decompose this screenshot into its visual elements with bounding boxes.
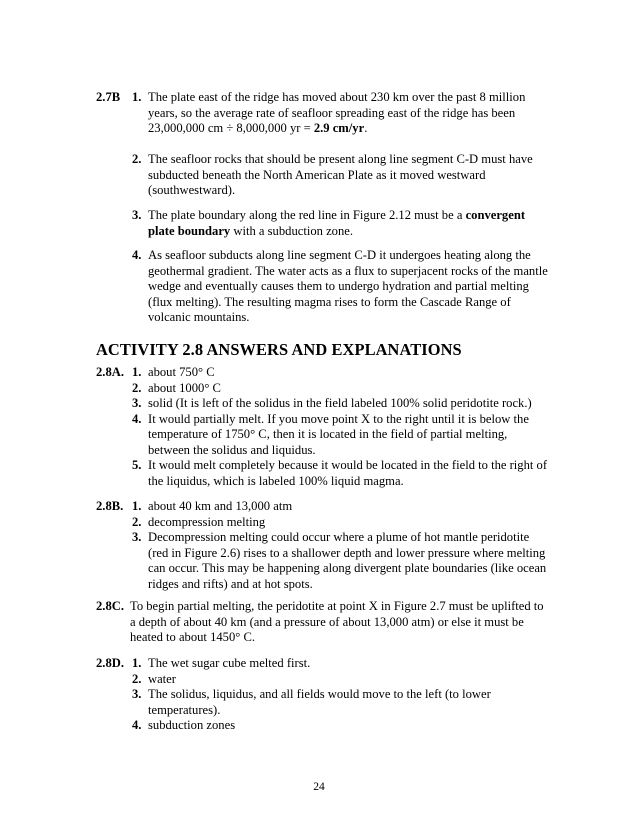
answer-item <box>0 672 638 688</box>
answer-item <box>0 208 638 239</box>
section-2-7b <box>0 90 638 137</box>
item-text: The seafloor rocks that should be present along line segment C-D must have subducted beneath the North American Plate as it moved westward (southwestward). <box>148 152 533 197</box>
section-2-8d <box>0 656 638 734</box>
answer-item <box>0 365 638 381</box>
item-number: 1. <box>132 499 142 513</box>
answer-item <box>0 530 638 592</box>
answer-item <box>0 396 638 412</box>
item-number: 2. <box>132 514 142 529</box>
item-number: 4. <box>132 718 142 732</box>
item-text: water <box>148 671 176 686</box>
item-number: 1. <box>132 365 142 379</box>
item-number: 4. <box>132 248 142 262</box>
item-text: about 40 km and 13,000 atm <box>148 499 293 513</box>
emphasized-answer: convergent plate boundary <box>148 208 526 238</box>
section-2-8b <box>0 499 638 592</box>
item-text: To begin partial melting, the peridotite at point X in Figure 2.7 must be uplifted to a depth of about 40 km (and a pressure of about 13,000 atm) or else it must be heated to about 1450° C. <box>130 599 544 644</box>
answer-item <box>0 687 638 718</box>
activity-heading: ACTIVITY 2.8 ANSWERS AND EXPLANATIONS <box>96 340 462 359</box>
item-number: 2. <box>132 380 142 395</box>
section-2-7b-item-3 <box>0 208 638 239</box>
item-text: The wet sugar cube melted first. <box>148 656 311 670</box>
answer-item <box>0 515 638 531</box>
item-text: solid (It is left of the solidus in the field labeled 100% solid peridotite rock.) <box>148 396 532 410</box>
item-number: 5. <box>132 458 142 472</box>
answer-item <box>0 499 638 515</box>
section-label: 2.8A. <box>96 365 124 379</box>
answer-item <box>0 152 638 199</box>
item-number: 3. <box>132 208 142 222</box>
section-2-8a <box>0 365 638 489</box>
item-number: 3. <box>132 687 142 701</box>
section-2-7b-item-2 <box>0 152 638 199</box>
item-text: decompression melting <box>148 514 266 529</box>
answer-item <box>0 381 638 397</box>
answer-item <box>0 599 638 646</box>
section-2-8c <box>0 599 638 646</box>
item-text: The plate boundary along the red line in Figure 2.12 must be a convergent plate boundary with a subduction zone. <box>148 208 526 238</box>
item-text: The plate east of the ridge has moved about 230 km over the past 8 million years, so the average rate of seafloor spreading east of the ridge has been 23,000,000 cm ÷ 8,000,000 yr = 2.9 cm/yr. <box>148 90 526 135</box>
item-text: about 1000° C <box>148 380 221 395</box>
section-2-7b-item-4 <box>0 248 638 326</box>
item-text: Decompression melting could occur where a plume of hot mantle peridotite (red in Figure 2.6) rises to a shallower depth and lower pressure where melting can occur. This may be happening along divergent plate boundaries (like ocean ridges and rifts) and at hot spots. <box>148 530 547 591</box>
answer-item <box>0 718 638 734</box>
item-number: 2. <box>132 671 142 686</box>
item-number: 4. <box>132 411 142 426</box>
section-label: 2.7B <box>96 90 121 104</box>
item-number: 3. <box>132 530 142 544</box>
item-number: 2. <box>132 152 142 166</box>
answer-item <box>0 458 638 489</box>
item-text: It would partially melt. If you move point X to the right until it is below the temperature of 1750° C, then it is located in the field of partial melting, between the solidus and liquidus. <box>148 411 529 457</box>
answer-item <box>0 248 638 326</box>
item-text: It would melt completely because it would be located in the field to the right of the liquidus, which is labeled 100% liquid magma. <box>148 458 548 488</box>
item-text: subduction zones <box>148 718 236 732</box>
page-number: 24 <box>313 781 325 793</box>
item-text: about 750° C <box>148 365 215 379</box>
section-label: 2.8B. <box>96 499 124 513</box>
section-label: 2.8D. <box>96 656 124 670</box>
answer-item <box>0 412 638 459</box>
section-label: 2.8C. <box>96 599 124 613</box>
answer-item <box>0 656 638 672</box>
item-text: The solidus, liquidus, and all fields would move to the left (to lower temperatures). <box>148 687 491 717</box>
item-number: 3. <box>132 396 142 410</box>
answer-item <box>0 90 638 137</box>
item-number: 1. <box>132 656 142 670</box>
item-number: 1. <box>132 90 142 104</box>
item-text: As seafloor subducts along line segment C-D it undergoes heating along the geothermal gradient. The water acts as a flux to superjacent rocks of the mantle wedge and eventually causes them to undergo hydration and partial melting (flux melting). The resulting magma rises to form the Cascade Range of volcanic mountains. <box>148 248 548 324</box>
emphasized-answer: 2.9 cm/yr <box>313 121 365 135</box>
